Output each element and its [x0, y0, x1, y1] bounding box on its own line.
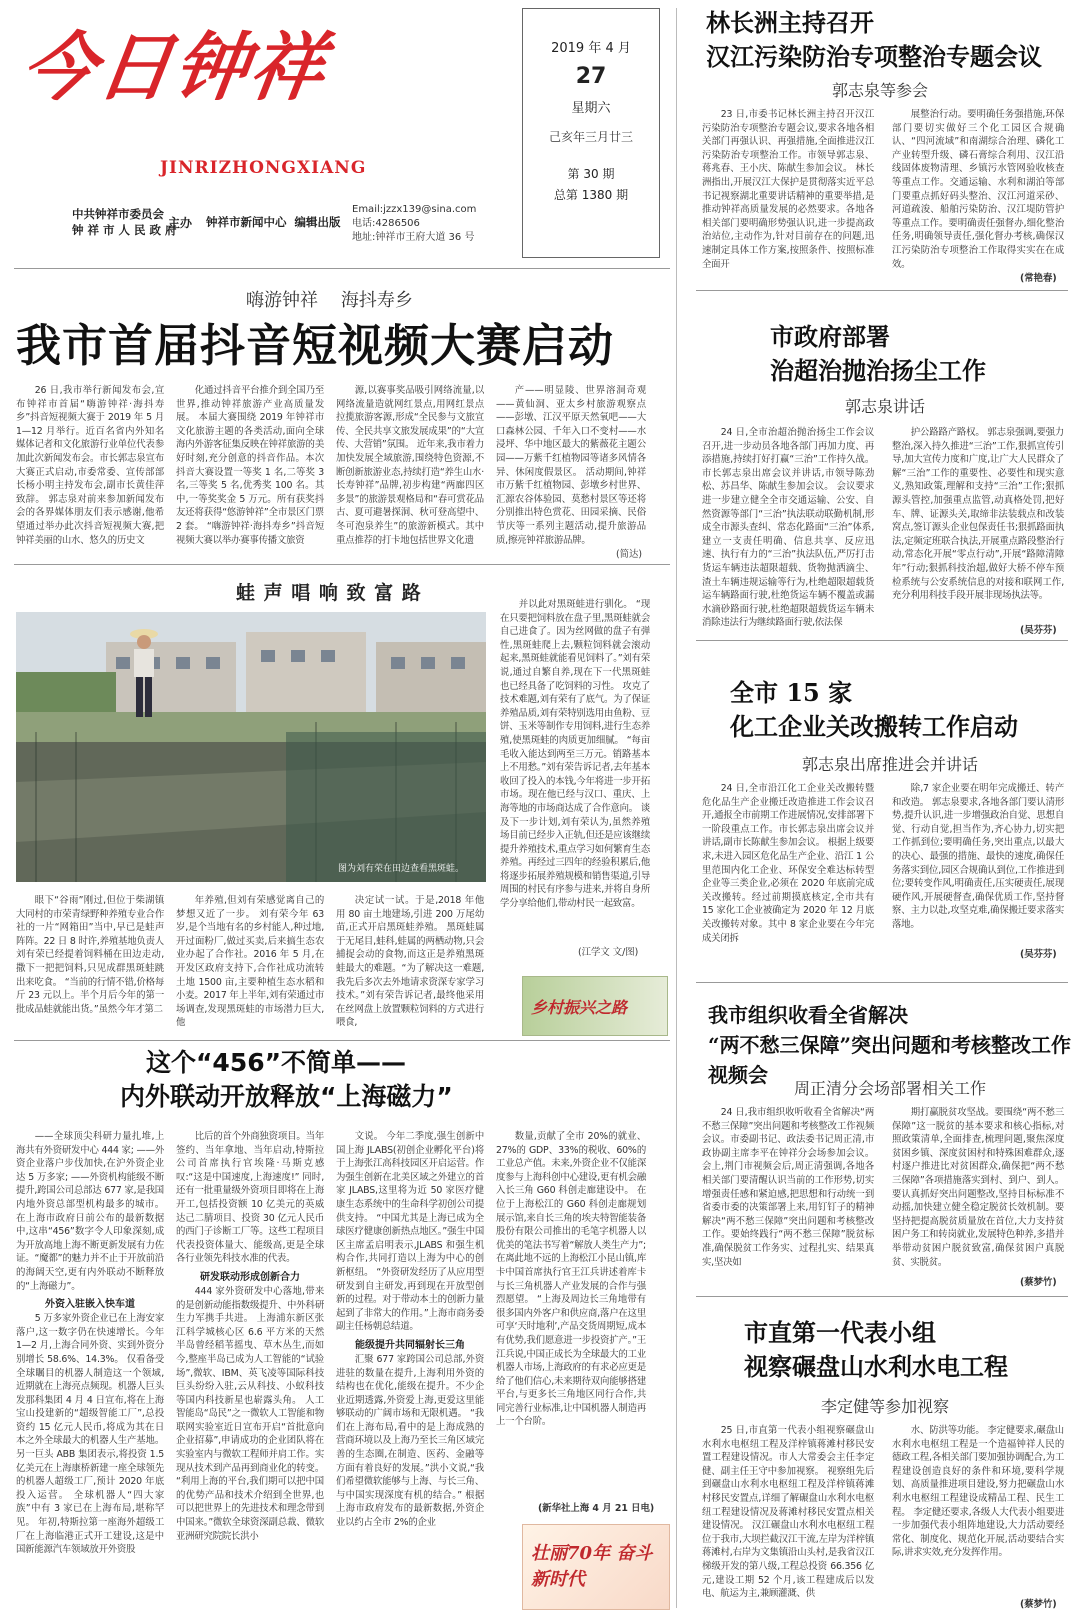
sponsor-role: 主办: [168, 216, 193, 230]
shanghai-column-3b-text: 汇聚 677 家跨国公司总部,外资进驻的数量在提升,上海利用外资的结构也在优化,能级在提升。不少企业近期透露,外资爱上海,更爱这里能够联动的广阔市场和无限机遇。 “我们在上海布局,看中的是上海成熟的营商环境以及上海乃至长三角区域完善的生态圈,在制造、医药、金融等方面有着良好的发展。”洪小文说,“我们希望微软能够与上海、与长三角、与中国实现深度有机的结合。” 根据上海市政府发布的最新数据,外资企业以约占全市 2%的企业: [336, 1353, 484, 1529]
date-weekday: 星期六: [571, 101, 611, 116]
frog-column-2: 年养殖,但刘有荣感觉离自己的梦想又近了一步。 刘有荣今年 63 岁,是个当地有名的乡村能人,种过地,开过面粉厂,做过买卖,后来搞生态农业办起了合作社。2016 年 5 月,在开发区政府支持下,合作社成功流转土地 1500 亩,主要种植生态水稻和小麦。2017 年上半年,刘有荣通过市场调查,发现黑斑蛙的市场潜力巨大,他: [176, 895, 324, 1029]
article-2-headline-line-2: 治超治抛治扬尘工作: [770, 356, 986, 385]
shanghai-column-1: [16, 1130, 164, 1610]
article-1-subtitle: 郭志泉等参会: [831, 81, 928, 100]
article-4-byline: (蔡梦竹): [1020, 1277, 1057, 1288]
shanghai-headline-line-1: 这个“456”不简单——: [146, 1048, 407, 1077]
anniversary-badge: [522, 1524, 670, 1610]
shanghai-column-3: [336, 1130, 484, 1610]
lead-rule: [14, 564, 670, 565]
lead-headline: 我市首届抖音短视频大赛启动: [16, 319, 615, 372]
article-4-headline-line-2: “两不愁三保障”突出问题和考核整改工作视频会: [708, 1033, 1072, 1087]
article-1-column-2: 展整治行动。要明确任务强措施,环保部门要切实做好三个化工园区合规确认、“四河流域”和南湖综合治理、磷化工产业转型升级、磷石膏综合利用、汉江沿线固体废物清理、乡镇污水管网验收核查等重点工作。交通运输、水利和湖泊等部门要重点抓好码头整治、汉江河道采砂、河道疏浚、船舶污染防治、汉江堤防管护等重点工作。要明确责任强督办,细化整治任务,明确领导责任,强化督办考核,确保汉江污染防治专项整治工作取得实实在在成效。: [892, 109, 1064, 270]
article-5-headline: [744, 1316, 1008, 1384]
shanghai-column-2b-text: 444 家外资研发中心落地,带来的是创新动能指数级提升、中外科研生力军携手共进。 上海浦东新区张江科学城核心区 6.6 平方米的天然半岛曾经稻苇摇曳、草木丛生,而如今,整座半岛已成为人工智能的“试验场”,微软、IBM、英飞凌等国际科技巨头纷纷入驻,云从科技、小蚁科技等国内科技新星也崭露头角。 人工智能岛“岛民”之一微软人工智能和物联网实验室近日宣布开启“首批意向企业招募”,申请成功的企业团队将在实验室内与微软工程师并肩工作。实现从技术到产品再到商业化的转变。 “利用上海的平台,我们期可以把中国的优势产品和技术介绍到全世界,也可以把世界上的先进技术和理念带到中国来。”微软全球资深副总裁、微软亚洲研究院院长洪小: [176, 1285, 324, 1542]
article-4-column-2: 期打赢脱贫攻坚战。要围绕“两不愁三保障”这一脱贫的基本要求和核心指标,对照政策清单,全面排查,梳理问题,聚焦深度贫困乡镇、深度贫困村和特殊困难群众,逐村逐户推进比对贫困群众,确保把“两不愁三保障”各项措施落实到村、到户、到人。要认真抓好突出问题整改,坚持目标标准不动摇,加快建立健全稳定脱贫长效机制。要坚持把提高脱贫质量放在首位,大力支持贫困户务工和转岗就业,发展特色种养,多措并举带动贫困户脱贫致富,确保贫困户真脱贫、实脱贫。: [892, 1107, 1064, 1268]
article-5-byline: (蔡梦竹): [1020, 1599, 1057, 1610]
shanghai-subhead-1: 外资入驻嵌入快车道: [45, 1299, 135, 1311]
shanghai-subhead-2: 研发联动形成创新合力: [200, 1271, 300, 1283]
frog-photo-illustration: [16, 612, 486, 882]
article-1-headline: [706, 6, 1042, 74]
article-1-headline-line-1: 林长洲主持召开: [706, 8, 874, 37]
article-3-rule: [696, 982, 1068, 983]
sponsor-list: [72, 206, 177, 238]
article-4-rule: [696, 1296, 1068, 1297]
frog-rule: [14, 1040, 670, 1041]
article-3-headline-line-1: 全市 15 家: [730, 678, 853, 707]
frog-photo: [16, 612, 486, 882]
contact-address: 地址:钟祥市王府大道 36 号: [352, 232, 475, 243]
article-2-rule: [696, 640, 1068, 641]
frog-column-1: 眼下“谷雨”刚过,但位于柴湖镇大同村的市荣青绿野种养殖专业合作社的一片“网箱田”当中,早已是蛙声阵阵。22 日 8 时许,养殖基地负责人刘有荣已经提着饲料桶在田边走动,撒下一把把饲料,只见成群黑斑蛙跳出来吃食。 “当前的行情不错,价格每斤 23 元以上。半个月后今年的第一批成品蛙就能出货。”虽然今年才第二: [16, 895, 164, 1015]
article-5-headline-line-1: 市直第一代表小组: [744, 1318, 936, 1347]
article-5-subtitle: 李定健等参加视察: [820, 1397, 949, 1416]
contact-email: Email:jzzx139@sina.com: [352, 204, 477, 215]
rural-revitalization-label: 乡村振兴之路: [531, 998, 628, 1017]
article-1-byline: (常艳春): [1020, 273, 1057, 284]
shanghai-headline-line-2: 内外联动开放释放“上海磁力”: [120, 1082, 453, 1111]
date-day: 27: [575, 64, 607, 89]
rural-revitalization-badge: [522, 976, 668, 1036]
frog-photo-caption: 图为刘有荣在田边查看黑斑蛙。: [337, 864, 464, 874]
article-3-column-1: 24 日,全市沿江化工企业关改搬转暨危化品生产企业搬迁改造推进工作会议召开,通报全市前期工作进展情况,安排部署下一阶段重点工作。市长郭志泉出席会议并讲话,副市长陈献生参加会议。 根据上级要求,未进入园区危化品生产企业、沿江 1 公里范围内化工企业、环保安全难达标转型企业等三类企业,必须在 2020 年底前完成关改搬转。经过前期摸底核定,全市共有 15 家化工企业被确定为 2020 年 12 月底关改搬转对象。其中 8 家企业要在今年完成关闭拆: [702, 783, 874, 944]
article-3-headline-line-2: 化工企业关改搬转工作启动: [730, 712, 1018, 741]
article-2-column-2: 护公路路产路权。 郭志泉强调,要强力整治,深入持久推进“三治”工作,狠抓宣传引导,加大宣传力度和广度,让广大人民群众了解“三治”工作的重要性、必要性和现实意义,熟知政策,理解和支持“三治”工作;狠抓源头管控,加强重点监管,动真格处罚,把好车、牌、证源头关,取缔非法装载点和改装窝点,签订源头企业包保责任书;狠抓路面执法,定频定班联合执法,开展重点路段整治行动,常态化开展“零点行动”,开展“路障清障年”行动;狠抓科技治超,做好大桥不停车预检系统与公安系统信息的对接和联网工作,充分利用科技手段开展非现场执法等。: [892, 427, 1064, 602]
lead-column-1: 26 日,我市举行新闻发布会,宣布钟祥市首届“嗨游钟祥·海抖寿乡”抖音短视频大赛于 2019 年 5 月 1—12 月举行。近百名省内外知名媒体记者和文化旅游行业单位代表参加此次新闻发布会。市长郭志泉宣布大赛正式启动,市委常委、宣传部部长杨小明主持发布会,副市长黄佳萍致辞。 郭志泉对前来参加新闻发布会的各界媒体朋友们表示感谢,他希望通过举办此次抖音短视频大赛,把钟祥美丽的山水、悠久的历史文: [16, 385, 164, 546]
lead-column-3: 源,以赛事奖品吸引网络流量,以网络流量造就网红景点,用网红景点拉揽旅游客源,形成“全民参与文旅宣传、全民共享文旅发展成果”的“大宣传、大营销”氛围。 近年来,我市着力加快发展全域旅游,围绕特色资源,不断创新旅游业态,持续打造“养生山水·长寿钟祥”品牌,初步构建“两廊四区多景”的旅游景观格局和“春可赏花品古、夏可避暑探洞、秋可登高望中、冬可泡泉养生”的旅游新模式。其中重点推荐的打卡地包括世界文化遗: [336, 385, 484, 546]
masthead-logo: 今日钟祥: [15, 25, 333, 111]
frog-column-3: 决定试一试。于是,2018 年他用 80 亩土地建场,引进 200 万尾幼苗,正式开启黑斑蛙养殖。 黑斑蛙属于无尾目,蛙科,蛙属的两栖动物,只会捕捉会动的食物,而这正是养殖黑斑蛙最大的难题。“为了解决这一难题,我先后多次去外地请求资深专家学习技术。”刘有荣告诉记者,最终他采用在丝网盘上放置颗粒饲料的方式进行喂食,: [336, 895, 484, 1029]
frog-side-column: 并以此对黑斑蛙进行驯化。 “现在只要把饲料放在盘子里,黑斑蛙就会自己进食了。因为丝网做的盘子有弹性,黑斑蛙爬上去,颗粒饲料就会滚动起来,黑斑蛙就能看见饲料了。”刘有荣说,通过自繁自养,现在下一代黑斑蛙也已经具备了吃饲料的习性。 攻克了技术难题,刘有荣有了底气。为了保证养殖品质,刘有荣特别选用由鱼粉、豆饼、玉米等制作专用饲料,进行生态养殖,使黑斑蛙的肉质更加细腻。 “每亩毛收入能达到两至三万元。销路基本上不用愁。”刘有荣告诉记者,去年基本收回了投入的本钱,今年将进一步开拓市场。现在他已经与汉口、重庆、上海等地的市场商达成了合作意向。 谈及下一步计划,刘有荣认为,虽然养殖场目前已经步入正轨,但还是应该继续提升养殖技术,重点学习如何繁育生态养殖。再经过三四年的经验积累后,他将逐步拓展养殖规模和销售渠道,引导周围的村民有序参与进来,并将自身所学分享给他们,带动村民一起致富。: [500, 599, 650, 910]
shanghai-column-1b-text: 5 万多家外资企业已在上海安家落户,这一数字仍在快速增长。今年 1—2 月,上海合同外资、实到外资分别增长 58.6%、14.3%。 仅看备受全球瞩目的机器人制造这一个领域,近期就在上海亮点频现。机器人巨头发那科集团 4 月 4 日宣布,将在上海宝山投建新的“超级智能工厂”,总投资约 15 亿元人民币,将成为其在日本之外全球最大的机器人生产基地。另一巨头 ABB 集团表示,将投资 1.5 亿美元在上海康桥新建一座全球领先的机器人超级工厂,预计 2020 年底投入运营。 全球机器人“四大家族”中有 3 家已在上海布局,堪称罕见。 年初,特斯拉第一座海外超级工厂在上海临港正式开工建设,这是中国新能源汽车领域放开外资股: [16, 1313, 164, 1556]
shanghai-column-4: 数量,贡献了全市 20%的就业、27%的 GDP、33%的税收、60%的工业总产值。未来,外资企业不仅能深度参与上海科创中心建设,更有机会融入长三角 G60 科创走廊建设中。 在位于上海松江的 G60 科创走廊规划展示馆,来自长三角的埃夫特智能装备股份有限公司推出的毛笔字机器人以优美的笔法书写着“解放人类生产力”;在离此地不远的上海松江小昆山镇,库卡中国首席执行官王江兵讲述着库卡与长三角机器人产业发展的合作与强烈愿望。 “上海及周边长三角地带有很多国内外客户和供应商,落户在这里可享‘天时地利’,产品交货周期短,成本有优势,我们愿意进一步投资扩产。”王江兵说,中国正成长为全球最大的工业机器人市场,上海政府的有求必应更是给了他们信心,未来期待双向能够搭建平台,与更多长三角地区同行合作,共同完善行业标准,让中国机器人制造再上一个台阶。: [496, 1131, 646, 1428]
frog-side-byline: (江学文 文/图): [578, 947, 639, 958]
article-5-column-1: 25 日,市直第一代表小组视察碾盘山水利水电枢纽工程及洋梓镇蒋滩村移民安置工程建设情况。市人大常委会主任李定健、副主任王守中参加视察。 视察组先后到碾盘山水利水电枢纽工程及洋梓镇蒋滩村移民安置点,详细了解碾盘山水利水电枢纽工程建设情况及蒋滩村移民安置点相关建设情况。 汉江碾盘山水利水电枢纽工程位于我市,大坝拦截汉江干流,左岸为洋梓镇蒋滩村,右岸为文集镇沿山头村,是我省汉江梯级开发的第八级,工程总投资 66.356 亿元,建设工期 52 个月,该工程建成后以发电、航运为主,兼顾灌溉、供: [702, 1425, 874, 1600]
article-4-column-1: 24 日,我市组织收听收看全省解决“两不愁三保障”突出问题和考核整改工作视频会议。市委副书记、政法委书记周正清,市政协副主席李平在钟祥分会场参加会议。 会上,荆门市视频会后,周正清强调,各地各相关部门要清醒认识当前的工作形势,切实增强责任感和紧迫感,把思想和行动统一到省委市委的决策部署上来,用钉钉子的精神解决“两不愁三保障”突出问题和考核整改工作。要始终践行“两不愁三保障”脱贫标准,确保脱贫工作务实、过程扎实、结果真实,坚决如: [702, 1107, 874, 1268]
shanghai-headline: [120, 1046, 453, 1114]
anniversary-label: 壮丽70年 奋斗新时代: [531, 1543, 653, 1590]
shanghai-column-2-text: 比后的首个外商独资项目。当年签约、当年拿地、当年启动,特斯拉公司首席执行官埃隆·马斯克感叹:“这是中国速度,上海速度!” 同时,还有一批重量级外资项目即将在上海开工,包括投资额 10 亿美元的英威达己二腈项目、投资 30 亿元人民币的西门子诊断工厂等。这些工程项目代表投资体量大、能级高,更是全球各行业领先科技水准的代表。: [176, 1131, 324, 1265]
article-5-column-2: 水、防洪等功能。 李定健要求,碾盘山水利水电枢纽工程是一个造福钟祥人民的德政工程,各相关部门要加强协调配合,为工程建设创造良好的条件和环境,要科学规划、高质量推进项目建设,努力把碾盘山水利水电枢纽工程建设成精品工程、民生工程。 李定健还要求,各级人大代表小组要进一步加强代表小组阵地建设,大力活动要经常化、制度化、规范化开展,活动要结合实际,讲求实效,充分发挥作用。: [892, 1425, 1064, 1559]
article-2-subtitle: 郭志泉讲话: [844, 397, 925, 416]
date-lunar: 己亥年三月廿三: [548, 130, 633, 144]
article-4-headline-line-1: 我市组织收看全省解决: [708, 1003, 908, 1027]
article-2-headline: [770, 320, 986, 388]
shanghai-column-1-text: ——全球顶尖科研力量扎堆,上海共有外资研发中心 444 家; ——外资企业落户步伐加快,在沪外资企业达 5 万多家; ——外资机构能级不断提升,跨国公司总部达 677 家,是我国内地外资总部型机构最多的城市。 在上海市政府日前公布的最新数据中,这串“456”数字令人印象深刻,成为开放高地上海不断更新发展有力佐证。“魔都”的魅力并不止于开放前沿的海阔天空,更有内外联动不断释放的“上海磁力”。: [16, 1131, 164, 1292]
sponsor-government: 钟 祥 市 人 民 政 府: [72, 223, 177, 237]
article-5-headline-line-2: 视察碾盘山水利水电工程: [744, 1352, 1008, 1381]
article-3-column-2: 除,7 家企业要在明年完成搬迁、转产和改造。 郭志泉要求,各地各部门要认清形势,提升认识,进一步增强政治自觉、思想自觉、行动自觉,担当作为,齐心协力,切实把工作抓到位;要明确任务,突出重点,以最大的决心、最强的措施、最快的速度,确保任务落实到位,园区合规确认到位,工作推进到位;要转变作风,明确责任,压实硬责任,展现硬作风,开展硬督查,确保优质工作,坚持督察、主力以赴,攻坚克难,确保搬迁要求落实落地。: [892, 783, 1064, 930]
issue-number: 第 30 期: [567, 167, 615, 181]
sponsor-party: 中共钟祥市委员会: [72, 207, 164, 221]
date-year-month: 2019 年 4 月: [551, 41, 631, 56]
article-3-subtitle: 郭志泉出席推进会并讲话: [801, 755, 978, 774]
article-2-column-1: 24 日,全市治超治抛治扬尘工作会议召开,进一步动员各地各部门再加力度、再添措施,持续打好打赢“三治”工作持久战。市长郭志泉出席会议并讲话,市领导陈劲松、苏昌华、陈献生参加会议。 会议要求进一步建立健全全市交通运输、公安、自然资源等部门“三治”执法联动联勤机制,形成全市源头查纠、常态化路面“三治”体系,建立一支责任明确、信息共享、反应迅速、执行有力的“三治”执法队伍,严厉打击货运车辆违法超限超载、货物抛洒滴尘、渣土车辆违规运输等行为,杜绝超限超载货运车辆路面行驶,杜绝货运车辆不覆盖或漏水滴砂路面行驶,杜绝超限超载货运车辆未消除违法行为继续路面行驶,依法保: [702, 427, 874, 629]
article-1-column-1: 23 日,市委书记林长洲主持召开汉江污染防治专项整治专题会议,要求各地各相关部门再强认识、再强措施,全面推进汉江污染防治专项整治工作。市领导郭志泉、蒋兆春、王小庆、陈献生参加会议。 林长洲指出,开展汉江大保护是贯彻落实近平总书记视察湖北重要讲话精神的重要举措,是推动钟祥高质量发展的必然要求。各地各相关部门要明确形势强认识,进一步提高政治站位,主动作为,针对目前存在的问题,迅速制定具体工作方案,按照条件、按照标准全面开: [702, 109, 874, 270]
lead-byline: (简达): [616, 549, 643, 560]
contact-info: [352, 203, 476, 245]
article-2-byline: (吴芬芬): [1020, 625, 1057, 636]
date-box: [522, 8, 660, 258]
shanghai-column-2: [176, 1130, 324, 1610]
shanghai-byline: (新华社上海 4 月 21 日电): [538, 1503, 655, 1514]
shanghai-column-3-text: 文说。 今年二季度,强生创新中国上海 JLABS(初创企业孵化平台)将于上海张江高科技园区开启运营。作为强生创新在北美区域之外建立的首家 JLABS,这里将为近 50 家医疗健康生态系统中的生命科学初创公司提供支持。 “中国尤其是上海已成为全球医疗健康创新热点地区。”强生中国区主席孟启明表示,JLABS 和强生机构合作,共同打造以上海为中心的创新枢纽。 “外资研发经历了从应用型研发到自主研发,再到现在开放型创新的过程。对于带动本土的创新力量起到了非常大的作用。”上海市商务委副主任杨朝总结道。: [336, 1131, 484, 1333]
masthead-rule: [14, 268, 670, 269]
article-1-rule: [696, 290, 1068, 291]
shanghai-subhead-3: 能级提升共同辐射长三角: [355, 1339, 465, 1351]
lead-column-4: 产——明显陵、世界溶洞奇观——黄仙洞、亚太乡村旅游观察点——彭墩、江汉平原天然氧吧——大口森林公园、千年入口不变村——水浸坪、华中地区最大的紫薇花主题公园——万紫千红植物园等诸多风情各异、休闲度假景区。 活动期间,钟祥市万紫千红植物园、彭墩乡村世界、汇源农谷体验园、莫愁村景区等还将分别推出特色赏花、田园采摘、民俗节庆等一系列主题活动,提升旅游品质,擦亮钟祥旅游品牌。: [496, 385, 646, 544]
lead-column-2: 化通过抖音平台推介到全国乃至世界,推动钟祥旅游产业高质量发展。 本届大赛围绕 2019 年钟祥市文化旅游主题的各类活动,面向全球海内外游客征集反映在钟祥旅游的美好时刻,充分创意的抖音作品。本次抖音大赛设置一等奖 1 名,二等奖 3 名,三等奖 5 名,优秀奖 100 名。其中,一等奖奖金 5 万元。所有获奖抖友还将获得“悠游钟祥”全市景区门票 2 套。 “嗨游钟祥·海抖寿乡”抖音短视频大赛以举办赛事传播文旅资: [176, 385, 324, 546]
lead-kicker: 嗨游钟祥 海抖寿乡: [246, 290, 413, 311]
article-3-headline: [730, 676, 1018, 744]
article-1-headline-line-2: 汉江污染防治专项整治专题会议: [706, 42, 1042, 71]
frog-headline: 蛙 声 唱 响 致 富 路: [236, 582, 422, 604]
contact-phone: 电话:4286506: [352, 218, 420, 229]
publisher: 钟祥市新闻中心 编辑出版: [206, 215, 341, 229]
total-issue-number: 总第 1380 期: [553, 188, 629, 202]
article-4-subtitle: 周正清分会场部署相关工作: [793, 1079, 986, 1098]
masthead-pinyin: JINRIZHONGXIANG: [160, 158, 367, 178]
column-divider: [676, 8, 677, 1608]
article-3-byline: (吴芬芬): [1020, 949, 1057, 960]
article-2-headline-line-1: 市政府部署: [770, 322, 890, 351]
